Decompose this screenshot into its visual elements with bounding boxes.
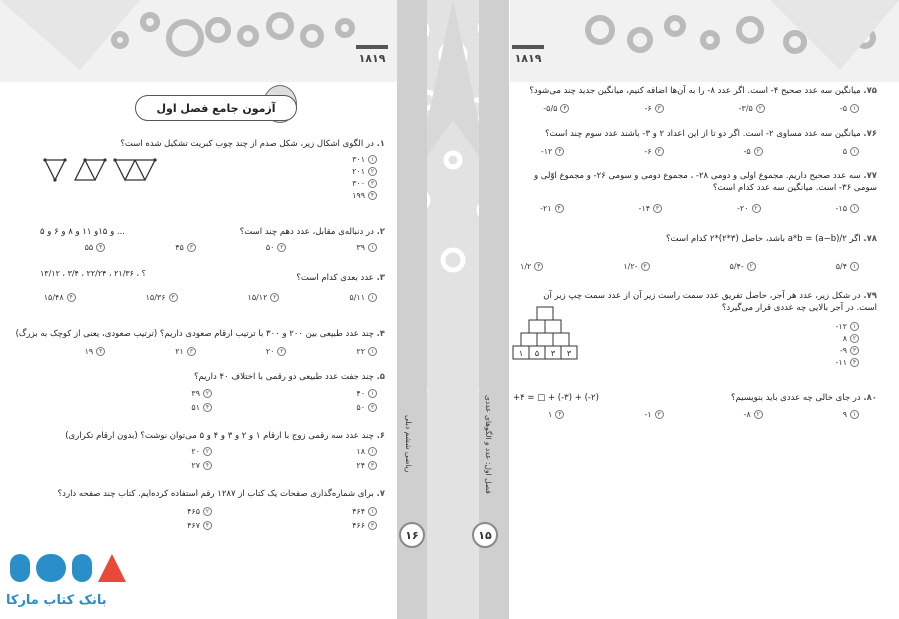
- question-6-options-a: [356, 447, 377, 470]
- question-2-options: [85, 243, 377, 252]
- option-3[interactable]: ۳ -۱/۲: [623, 262, 649, 271]
- option-1[interactable]: ۱ ۹: [843, 410, 859, 419]
- circles-decoration: [510, 0, 899, 82]
- brick-2: ۵: [534, 349, 540, 358]
- spine-label-left: ریاضی ششم دبلی: [404, 415, 413, 473]
- option-1[interactable]: ۱ ۲۲: [356, 347, 377, 356]
- question-75: ۷۵. میانگین سه عدد صحیح ۴- است. اگر عدد ۸- را به آن‌ها اضافه کنیم، میانگین جدید چند می‌شود؟: [529, 86, 877, 96]
- option-1[interactable]: ۱ ۱۸: [356, 447, 377, 456]
- option-2[interactable]: ۲ ۵-: [744, 147, 763, 156]
- option-1[interactable]: ۱ ۱۲-: [836, 322, 859, 331]
- option-3[interactable]: ۳ ۴۶۶: [352, 521, 377, 530]
- question-4: ۴. چند عدد طبیعی بین ۲۰۰ و ۳۰۰ با ترتیب ارقام صعودی داریم؟ (ترتیب صعودی، یعنی از کوچک به بزرگ): [15, 329, 385, 339]
- option-1[interactable]: ۱ ۳۹: [356, 243, 377, 252]
- question-5-options-b: [191, 389, 212, 412]
- question-77-options: [540, 204, 859, 213]
- question-1: ۱. در الگوی اشکال زیر، شکل صدم از چند چوب کبریت تشکیل شده است؟: [120, 139, 385, 149]
- option-2[interactable]: ۲ ۳/۵-: [739, 104, 765, 113]
- spine-label-right: فصل اول: عدد و الگوهای عددی: [484, 395, 493, 494]
- brick-3: ۳: [550, 349, 556, 358]
- option-3[interactable]: ۳ ۵۰: [356, 403, 377, 412]
- option-3[interactable]: ۳ ۱۵/۳۶: [146, 293, 178, 302]
- option-1[interactable]: ۱ ۵/۴: [836, 262, 859, 271]
- option-2[interactable]: ۲ ۸: [836, 334, 859, 343]
- marka-logo: [8, 548, 128, 588]
- option-4[interactable]: ۴ ۱۹: [85, 347, 106, 356]
- option-2[interactable]: ۲ ۱۵/۱۲: [248, 293, 280, 302]
- option-4[interactable]: ۴ ۱۹۹: [352, 191, 377, 200]
- option-4[interactable]: ۴ ۱۱-: [836, 358, 859, 367]
- option-1[interactable]: ۱ ۵-: [840, 104, 859, 113]
- option-3[interactable]: ۳ ۲۱: [175, 347, 196, 356]
- brick-4: ۳: [566, 349, 572, 358]
- circles-decoration: [0, 0, 400, 82]
- option-4[interactable]: ۴ ۱/۲: [520, 262, 543, 271]
- option-2[interactable]: ۲ ۲۰: [266, 347, 287, 356]
- option-2[interactable]: ۲ ۲۰-: [737, 204, 760, 213]
- option-3[interactable]: ۳ ۱-: [644, 410, 663, 419]
- matchstick-triangles-figure: [40, 155, 160, 187]
- option-1[interactable]: ۱ ۱۵-: [836, 204, 859, 213]
- question-79-options: [836, 322, 859, 367]
- option-1[interactable]: ۱ ۴۰: [356, 389, 377, 398]
- option-3[interactable]: ۳ ۱۴-: [639, 204, 662, 213]
- option-4[interactable]: ۴ ۲۱-: [540, 204, 563, 213]
- fraction-sequence: ؟ ، ۲۱/۳۶ ، ۲۲/۲۴ ، ۳/۴ ، ۱۳/۱۲: [40, 269, 146, 278]
- question-7-options-b: [187, 507, 212, 530]
- option-4[interactable]: ۴ ۴۶۷: [187, 521, 212, 530]
- page-title: آزمون جامع فصل اول: [135, 95, 297, 121]
- option-4[interactable]: ۴ ۱۲-: [541, 147, 564, 156]
- question-75-options: [543, 104, 859, 113]
- option-3[interactable]: ۳ ۴۵: [175, 243, 196, 252]
- option-1[interactable]: ۱ ۵/۱۱: [349, 293, 377, 302]
- question-80: ۸۰. در جای خالی چه عددی باید بنویسیم؟: [730, 393, 877, 403]
- question-2: ۲. در دنباله‌ی مقابل، عدد دهم چند است؟: [239, 227, 385, 237]
- question-78: ۷۸. اگر a*b = (a−b)/۲ باشد، حاصل (۳*۲)*۲ کدام است؟: [666, 234, 877, 244]
- header-decoration-left: [0, 0, 400, 82]
- page-number-left: ۱۶: [399, 522, 425, 548]
- question-79: ۷۹. در شکل زیر، عدد هر آجر، حاصل تفریق عدد سمت راست زیر آن از عدد سمت چپ زیر آن است. در آجر بالایی چه عددی قرار می‌گیرد؟: [543, 291, 877, 313]
- publisher-logo-right: ۱۸۱۹: [508, 42, 548, 68]
- brick-pyramid-figure: [509, 305, 589, 369]
- question-5: ۵. چند جفت عدد طبیعی دو رقمی با اختلاف ۴۰ داریم؟: [193, 372, 385, 382]
- question-1-options: [352, 155, 377, 200]
- question-5-options-a: [356, 389, 377, 412]
- option-4[interactable]: ۴ ۲۷: [191, 461, 212, 470]
- option-4[interactable]: ۴ ۱۵/۴۸: [44, 293, 76, 302]
- option-4[interactable]: ۴ ۵/۵-: [543, 104, 569, 113]
- option-2[interactable]: ۲ ۴۶۵: [187, 507, 212, 516]
- question-77: ۷۷. سه عدد صحیح داریم. مجموع اولی و دومی ۲۸- ، مجموع دومی و سومی ۲۶- و مجموع اوّلی و سومی ۳۶- است. میانگین سه عدد کدام است؟: [533, 171, 877, 193]
- option-2[interactable]: ۲ ۲۰۱: [352, 167, 377, 176]
- option-2[interactable]: ۲ ۵۰: [266, 243, 287, 252]
- publisher-logo-left: ۱۸۱۹: [352, 42, 392, 68]
- question-3: ۳. عدد بعدی کدام است؟: [296, 273, 385, 283]
- option-1[interactable]: ۱ ۳۰۱: [352, 155, 377, 164]
- option-2[interactable]: ۲ -۵/۴: [730, 262, 756, 271]
- option-3[interactable]: ۳ ۹-: [836, 346, 859, 355]
- brick-1: ۱: [518, 349, 524, 358]
- option-2[interactable]: ۲ ۸-: [744, 410, 763, 419]
- option-2[interactable]: ۲ ۳۹: [191, 389, 212, 398]
- question-4-options: [85, 347, 377, 356]
- equation-text: (۲-) + (۳-) + □ = ۴+: [513, 393, 599, 403]
- question-7: ۷. برای شماره‌گذاری صفحات یک کتاب از ۱۲۸۷ رقم استفاده کرده‌ایم. کتاب چند صفحه دارد؟: [57, 489, 385, 499]
- option-3[interactable]: ۳ ۶-: [644, 104, 663, 113]
- option-1[interactable]: ۱ ۵: [843, 147, 859, 156]
- option-2[interactable]: ۲ ۲۰: [191, 447, 212, 456]
- option-1[interactable]: ۱ ۴۶۴: [352, 507, 377, 516]
- header-decoration-right: [510, 0, 899, 82]
- question-6: ۶. چند عدد سه رقمی زوج با ارقام ۱ و ۲ و ۳ و ۴ و ۵ می‌توان نوشت؟ (بدون ارقام تکراری): [65, 431, 385, 441]
- question-78-options: [520, 262, 859, 271]
- question-80-options: [548, 410, 859, 419]
- option-3[interactable]: ۳ ۲۴: [356, 461, 377, 470]
- question-6-options-b: [191, 447, 212, 470]
- option-4[interactable]: ۴ ۵۵: [85, 243, 106, 252]
- question-3-options: [44, 293, 377, 302]
- option-3[interactable]: ۳ ۳۰۰: [352, 179, 377, 188]
- option-3[interactable]: ۳ ۶-: [644, 147, 663, 156]
- sequence-text: ... و ۱۵و ۱۱ و ۸ و ۶ و ۵: [40, 227, 125, 237]
- question-76: ۷۶. میانگین سه عدد مساوی ۲- است. اگر دو تا از این اعداد ۲ و ۳- باشند عدد سوم چند است؟: [545, 129, 877, 139]
- question-76-options: [541, 147, 859, 156]
- brand-name: بانک کتاب مارکا: [6, 593, 107, 608]
- question-7-options-a: [352, 507, 377, 530]
- option-4[interactable]: ۴ ۱: [548, 410, 564, 419]
- option-4[interactable]: ۴ ۵۱: [191, 403, 212, 412]
- page-number-right: ۱۵: [472, 522, 498, 548]
